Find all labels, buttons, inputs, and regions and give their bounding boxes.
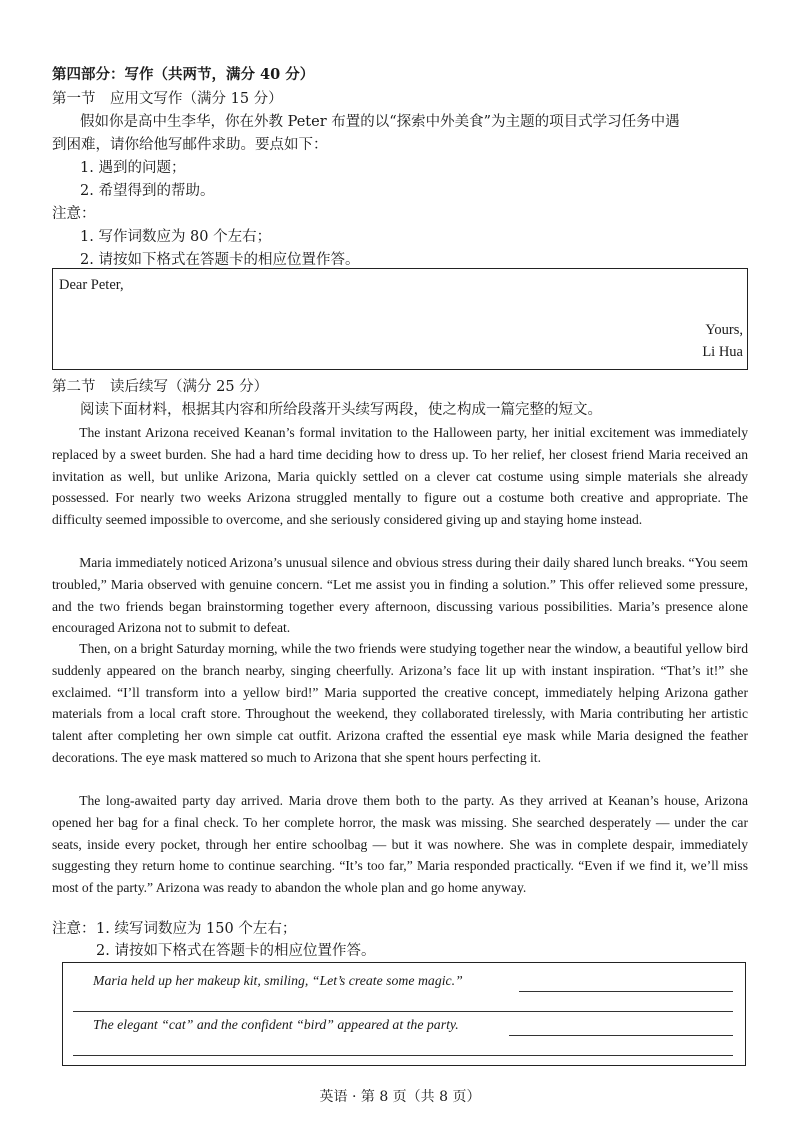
part2-note-1: 1. 续写词数应为 150 个左右； (96, 921, 297, 937)
letter-answer-box (52, 268, 748, 370)
passage-paragraph-1: The instant Arizona received Keanan’s formal invitation to the Halloween party, her initial excitement was immediately replaced by a sweet burden. She had a hard time deciding how to dress up. To her relief, her closest friend Maria received an invitation as well, but unlike Arizona, Maria quickly settled on a clever cat costume using simple materials she already possessed. For nearly two weeks Arizona struggled mentally to figure out a costume both creative and appropriate. The difficulty seemed impossible to overcome, and she seriously considered giving up and staying home instead. (52, 425, 748, 528)
passage-paragraph-3: Then, on a bright Saturday morning, while the two friends were studying together near the window, a beautiful yellow bird suddenly appeared on the branch nearby, singing cheerfully. Arizona’s face lit up with instant inspiration. “That’s it!” she exclaimed. “I’ll transform into a yellow bird!” Maria supported the creative concept, immediately helping Arizona gather materials from a local craft store. Throughout the weekend, they collaborated tirelessly, with Maria contributing her artistic talent after completing her own simple cat outfit. Arizona crafted the essential eye mask while Maria designed the feather decorations. The eye mask mattered so much to Arizona that she spent hours perfecting it. (52, 641, 748, 765)
continuation-answer-box (62, 962, 746, 1066)
part1-note-label: 注意： (52, 206, 96, 222)
letter-signature: Li Hua (702, 344, 743, 360)
section-title: 第四部分：写作（共两节，满分 40 分） (52, 66, 315, 83)
page-footer: 英语 · 第 8 页（共 8 页） (319, 1089, 481, 1105)
part1-note-1: 1. 写作词数应为 80 个左右； (80, 229, 272, 245)
part1-point-1: 1. 遇到的问题； (80, 160, 186, 176)
part1-title: 第一节 应用文写作（满分 15 分） (52, 91, 283, 107)
writing-line (73, 1055, 733, 1056)
paragraph-starter-1: Maria held up her makeup kit, smiling, “Let’s create some magic.” (93, 973, 463, 988)
part1-prompt-line1: 假如你是高中生李华，你在外教 Peter 布置的以“探索中外美食”为主题的项目式学习任务中遇 (80, 114, 680, 130)
passage-paragraph-4: The long-awaited party day arrived. Maria drove them both to the party. As they arrived at Keanan’s house, Arizona opened her bag for a final check. To her complete horror, the mask was missing. She searched desperately — under the car seats, inside every pocket, through her entire schoolbag — but it was nowhere. She was in complete despair, immediately suggesting they return home to continue searching. “It’s too far,” Maria responded practically. “Even if we find it, we’ll miss most of the party.” Arizona was ready to abandon the whole plan and go home anyway. (52, 793, 748, 896)
passage-paragraph-2: Maria immediately noticed Arizona’s unusual silence and obvious stress during their daily shared lunch breaks. “You seem troubled,” Maria observed with genuine concern. “Let me assist you in finding a solution.” This offer relieved some pressure, and the two friends began brainstorming together every afternoon, discussing various possibilities. Maria’s presence alone encouraged Arizona not to submit to defeat. (52, 555, 748, 636)
letter-greeting: Dear Peter, (59, 277, 124, 293)
part1-point-2: 2. 希望得到的帮助。 (80, 183, 215, 199)
part2-title: 第二节 读后续写（满分 25 分） (52, 379, 269, 395)
paragraph-starter-2: The elegant “cat” and the confident “bird” appeared at the party. (93, 1017, 459, 1032)
part2-note-2: 2. 请按如下格式在答题卡的相应位置作答。 (96, 943, 376, 959)
part1-prompt-line2: 到困难，请你给他写邮件求助。要点如下： (52, 137, 328, 153)
letter-closing: Yours, (705, 322, 743, 338)
writing-line (509, 1035, 733, 1036)
part2-note-label: 注意： (52, 921, 96, 937)
part2-instruction: 阅读下面材料，根据其内容和所给段落开头续写两段，使之构成一篇完整的短文。 (80, 402, 602, 418)
part1-note-2: 2. 请按如下格式在答题卡的相应位置作答。 (80, 252, 360, 268)
writing-line (519, 991, 733, 992)
writing-line (73, 1011, 733, 1012)
